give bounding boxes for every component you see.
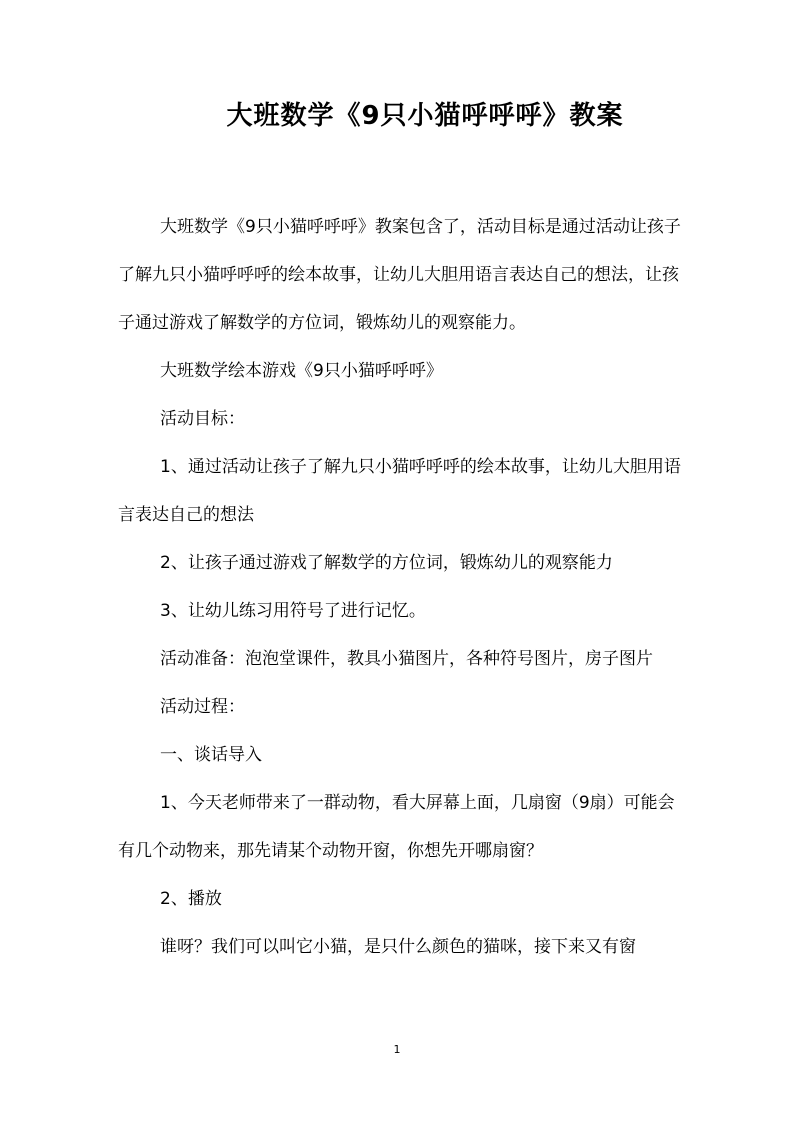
heading-section-1: 一、谈话导入	[160, 745, 262, 765]
paragraph-continued: 谁呀？我们可以叫它小猫，是只什么颜色的猫咪，接下来又有窗	[160, 937, 636, 957]
goal-item-3: 3、让幼儿练习用符号了进行记忆。	[160, 601, 426, 621]
document-body	[118, 203, 684, 971]
page-number: 1	[393, 1043, 401, 1056]
process-item-1: 1、今天老师带来了一群动物，看大屏幕上面，几扇窗（9扇）可能会有几个动物来，那先请某个动物开窗，你想先开哪扇窗？	[118, 793, 675, 861]
paragraph-subtitle: 大班数学绘本游戏《9只小猫呼呼呼》	[160, 361, 443, 381]
heading-activity-goals: 活动目标：	[160, 409, 245, 429]
document-title: 大班数学《9只小猫呼呼呼》教案	[226, 101, 624, 131]
goal-item-1: 1、通过活动让孩子了解九只小猫呼呼呼的绘本故事，让幼儿大胆用语言表达自己的想法	[118, 457, 681, 525]
paragraph-intro: 大班数学《9只小猫呼呼呼》教案包含了，活动目标是通过活动让孩子了解九只小猫呼呼呼的绘本故事，让幼儿大胆用语言表达自己的想法，让孩子通过游戏了解数学的方位词，锻炼幼儿的观察能力。	[118, 217, 681, 333]
process-item-2: 2、播放	[160, 889, 222, 909]
goal-item-2: 2、让孩子通过游戏了解数学的方位词，锻炼幼儿的观察能力	[160, 553, 613, 573]
paragraph-preparation: 活动准备：泡泡堂课件，教具小猫图片，各种符号图片，房子图片	[160, 649, 653, 669]
heading-activity-process: 活动过程：	[160, 697, 245, 717]
